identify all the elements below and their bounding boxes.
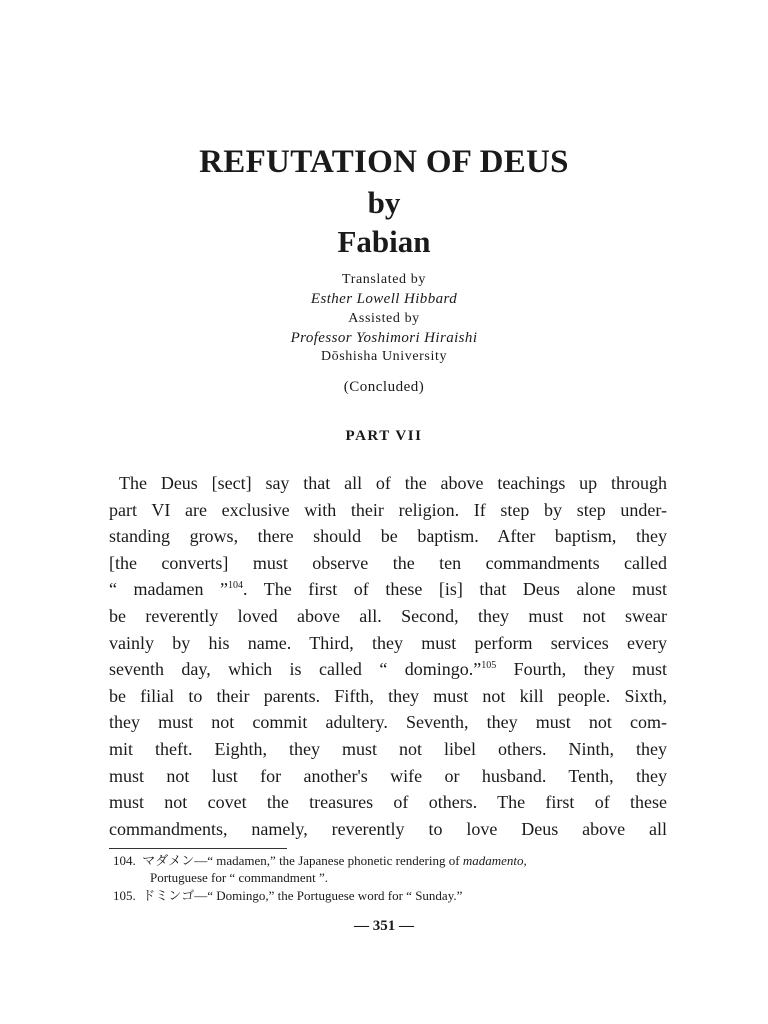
footnote-ref-105: 105 — [481, 660, 497, 672]
footnote-text: マダメン—“ madamen,” the Japanese phonetic rendering of — [142, 853, 460, 868]
body-paragraph — [109, 470, 667, 842]
translated-by-label: Translated by — [342, 272, 426, 287]
body-line: must not lust for another's wife or husband. Tenth, they — [109, 765, 667, 786]
affiliation: Dōshisha University — [320, 349, 448, 364]
body-line: standing grows, there should be baptism. After baptism, they — [109, 526, 667, 547]
body-line: part VI are exclusive with their religion. If step by step under- — [109, 499, 667, 520]
body-line: they must not commit adultery. Seventh, they must not com- — [109, 712, 667, 733]
section-heading: PART VII — [345, 428, 423, 444]
body-line: The Deus [sect] say that all of the above teachings up through — [119, 473, 667, 493]
body-line: commandments, namely, reverently to love Deus above all — [109, 818, 667, 839]
footnote-104 — [113, 852, 673, 869]
title-author: Fabian — [337, 224, 431, 259]
body-line: must not covet the treasures of others. The first of these — [109, 792, 667, 813]
assisted-by-label: Assisted by — [348, 311, 420, 326]
concluded-note: (Concluded) — [343, 379, 425, 395]
body-line — [109, 576, 667, 603]
body-line — [109, 656, 667, 683]
madamen-term: “ madamen ” — [109, 579, 229, 600]
assistant-name: Professor Yoshimori Hiraishi — [290, 330, 478, 346]
body-line: be filial to their parents. Fifth, they must not kill people. Sixth, — [109, 685, 667, 706]
domingo-term: seventh day, which is called “ domingo.” — [109, 659, 482, 680]
footnote-number: 105. — [113, 888, 136, 903]
body-line-rest: Fourth, they must — [496, 659, 667, 680]
body-line: mit theft. Eighth, they must not libel others. Ninth, they — [109, 738, 667, 759]
footnote-text: ドミンゴ—“ Domingo,” the Portuguese word for “ Sunday.” — [142, 888, 463, 903]
footnote-105 — [113, 887, 673, 904]
title-line-by: by — [367, 185, 401, 220]
footnote-italic-term: madamento, — [462, 853, 527, 868]
body-line: [the converts] must observe the ten commandments called — [109, 552, 667, 573]
body-line: be reverently loved above all. Second, they must not swear — [109, 605, 667, 626]
footnote-number: 104. — [113, 853, 136, 868]
page-number: — 351 — — [354, 918, 414, 934]
footnote-ref-104: 104 — [228, 580, 244, 592]
body-line: vainly by his name. Third, they must perform services every — [109, 632, 667, 653]
translator-name: Esther Lowell Hibbard — [310, 291, 458, 307]
title-line-1: REFUTATION OF DEUS — [199, 144, 569, 180]
body-line-rest: . The first of these [is] that Deus alone must — [243, 579, 667, 600]
footnote-104-continuation: Portuguese for “ commandment ”. — [150, 870, 328, 885]
footnote-divider — [109, 848, 287, 849]
